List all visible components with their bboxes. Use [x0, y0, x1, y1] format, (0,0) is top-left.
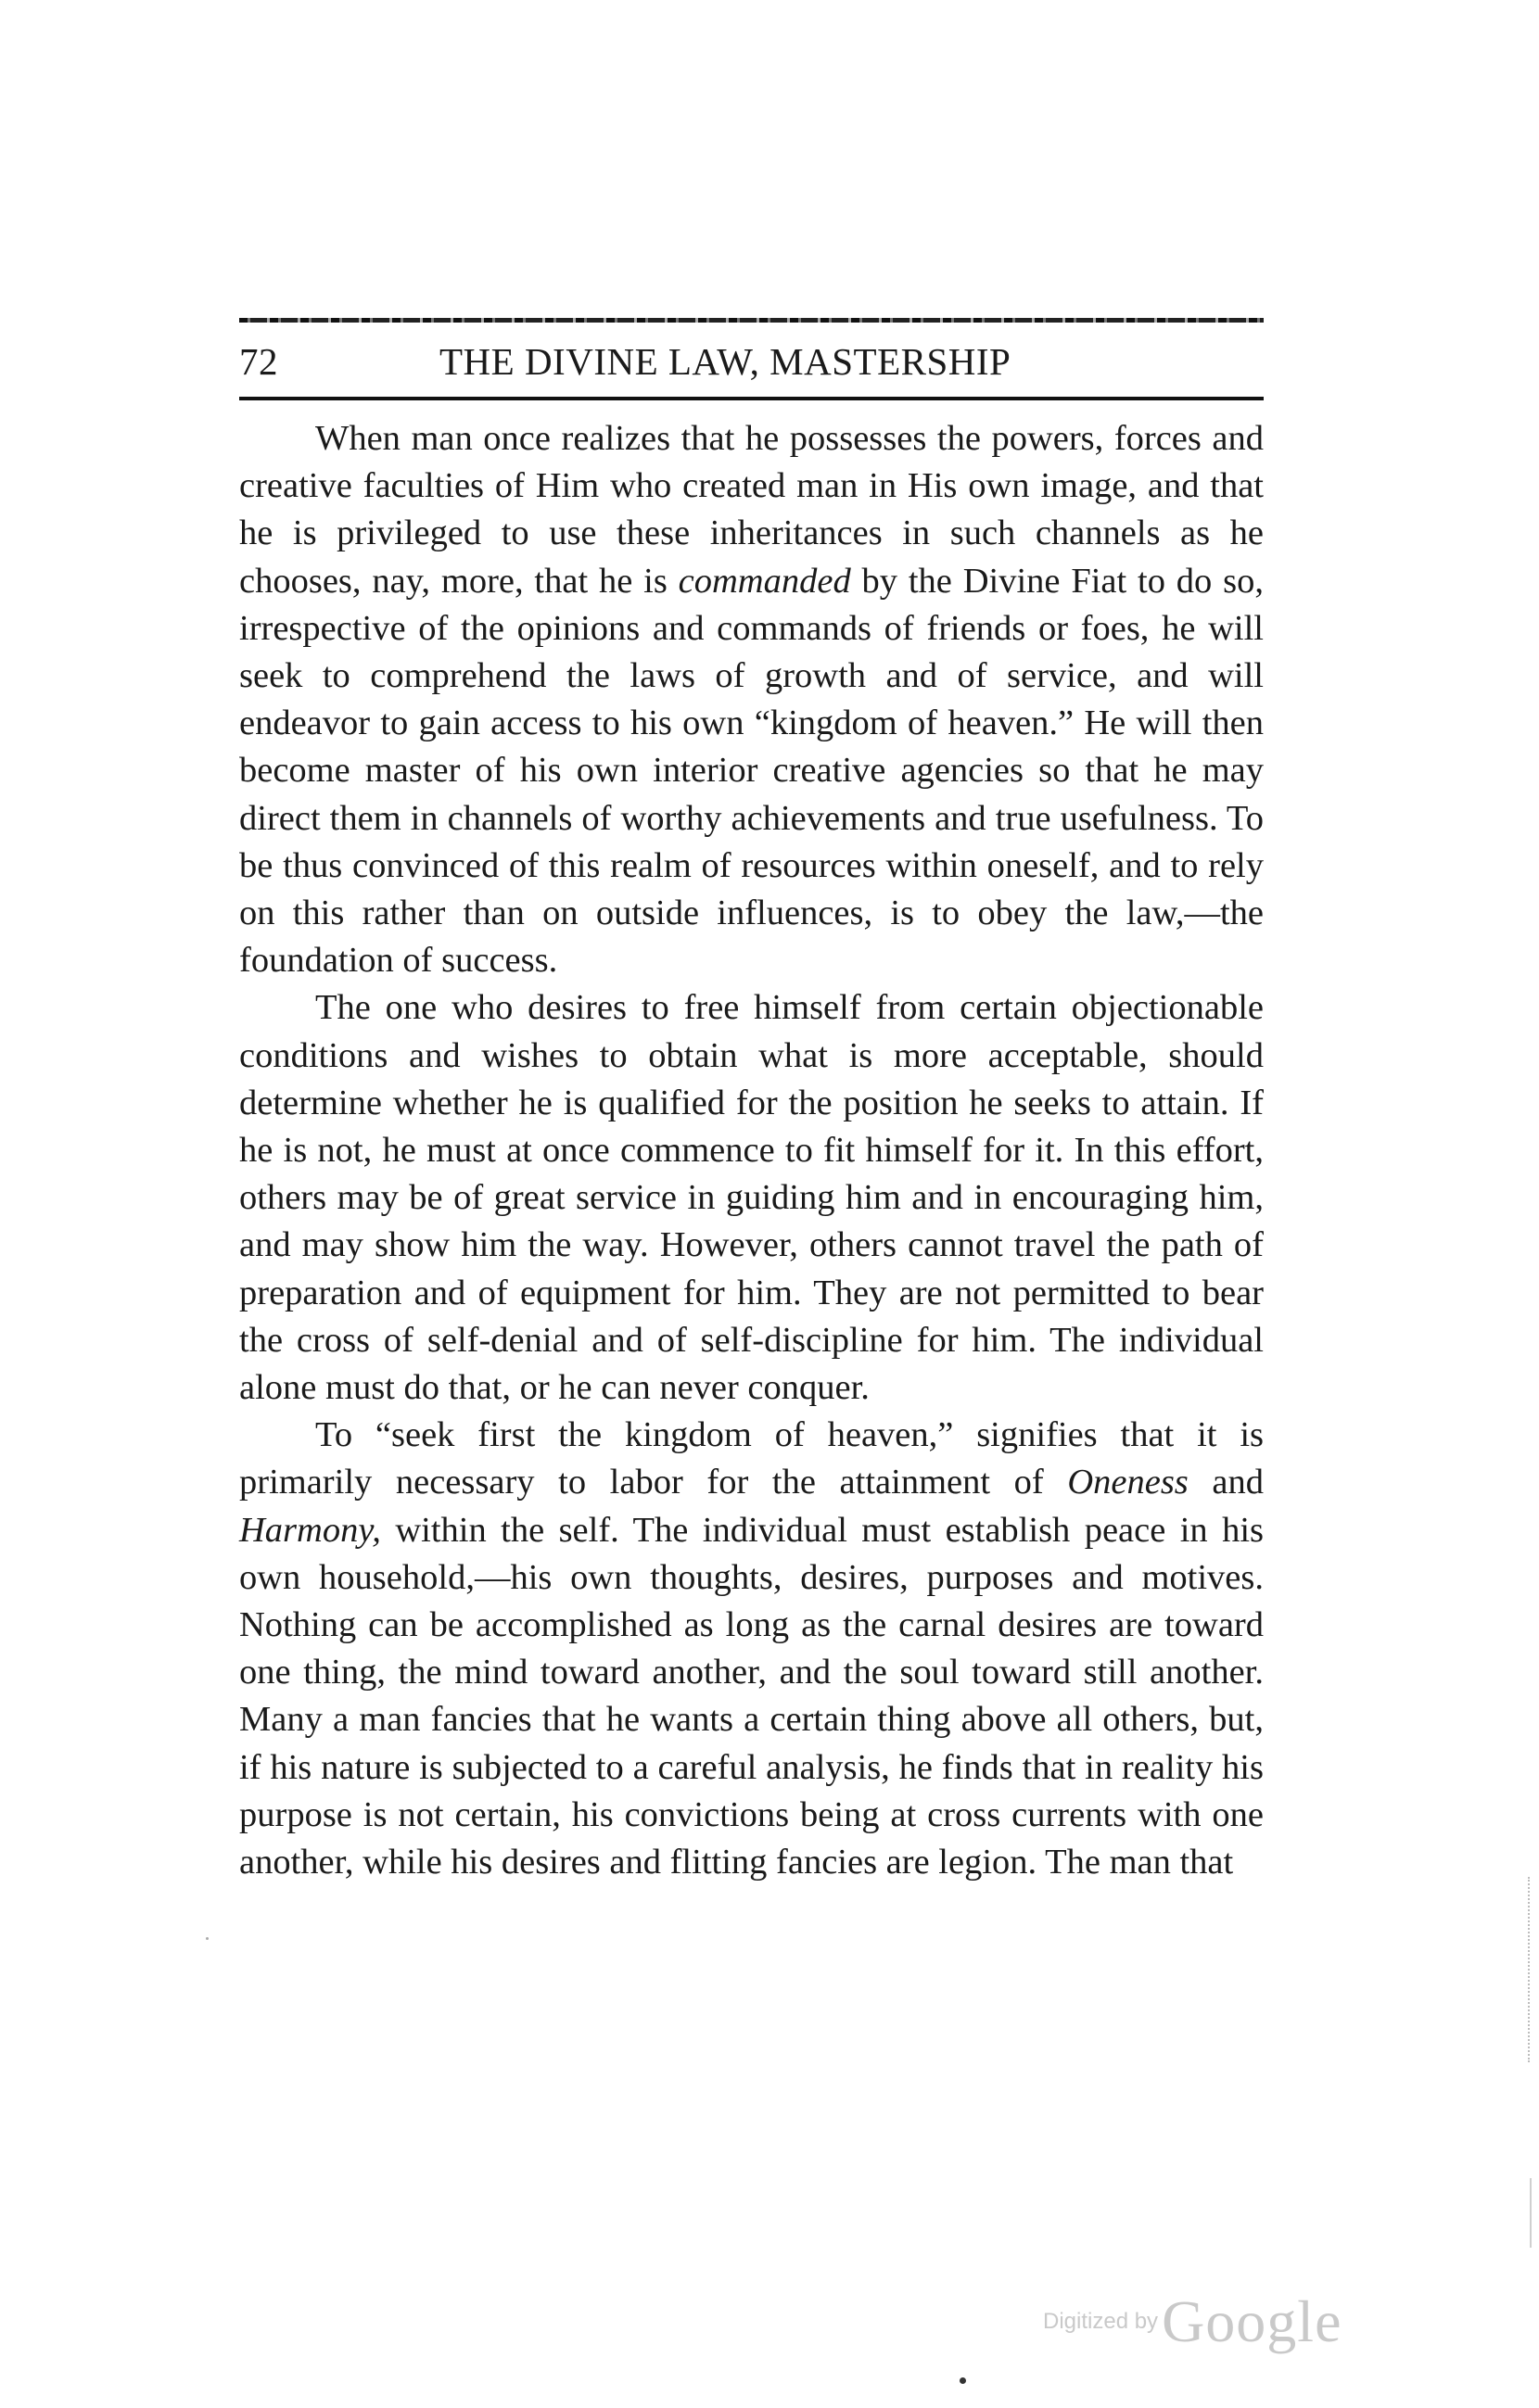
scan-edge-line	[1530, 2178, 1532, 2248]
scan-edge-marks	[1528, 1877, 1533, 2062]
page-header	[239, 336, 1264, 391]
emphasis-commanded: commanded	[678, 561, 851, 601]
paragraph-1: When man once realizes that he possesses the powers, forces and creative faculties of Him who created man in His own image, and that he is privileged to use these inheritances in such channels as he chooses, nay, more, that he is commanded by the Divine Fiat to do so, irrespective of the opinions and commands of friends or foes, he will seek to comprehend the laws of growth and of service, and will endeavor to gain access to his own “kingdom of heaven.” He will then become master of his own interior creative agencies so that he may direct them in channels of worthy achievements and true usefulness. To be thus convinced of this realm of resources within oneself, and to rely on this rather than on outside influences, is to obey the law,—the foundation of success.	[239, 419, 1264, 981]
digitized-watermark	[1043, 2288, 1358, 2362]
header-rule	[239, 397, 1264, 400]
body-text	[239, 415, 1264, 1886]
scan-speck	[206, 1937, 209, 1940]
emphasis-harmony: Harmony,	[239, 1510, 381, 1550]
top-ornamental-rule	[239, 318, 1264, 323]
google-logo: Google	[1162, 2288, 1342, 2354]
paragraph-3: To “seek first the kingdom of heaven,” signifies that it is primarily necessary to labor for the attainment of Oneness and Harmony, within the self. The individual must establish peace in his own household,—his own thoughts, desires, purposes and motives. Nothing can be accomplished as long as the carnal desires are toward one thing, the mind toward another, and the soul toward still another. Many a man fancies that he wants a certain thing above all others, but, if his nature is subjected to a careful analysis, he finds that in reality his purpose is not certain, his convictions being at cross currents with one another, while his desires and flitting fancies are legion. The man that	[239, 1415, 1264, 1882]
paragraph-2: The one who desires to free himself from certain objectionable conditions and wishes to obtain what is more acceptable, should determine whether he is qualified for the position he seeks to attain. If he is not, he must at once commence to fit himself for it. In this effort, others may be of great service in guiding him and in encouraging him, and may show him the way. However, others cannot travel the path of preparation and of equipment for him. They are not permitted to bear the cross of self-denial and of self-discipline for him. The individual alone must do that, or he can never conquer.	[239, 988, 1264, 1408]
page-number: 72	[239, 340, 278, 383]
scan-dot	[960, 2377, 966, 2384]
emphasis-oneness: Oneness	[1067, 1463, 1189, 1502]
running-title: THE DIVINE LAW, MASTERSHIP	[439, 340, 1011, 383]
watermark-prefix: Digitized by	[1043, 2309, 1159, 2334]
